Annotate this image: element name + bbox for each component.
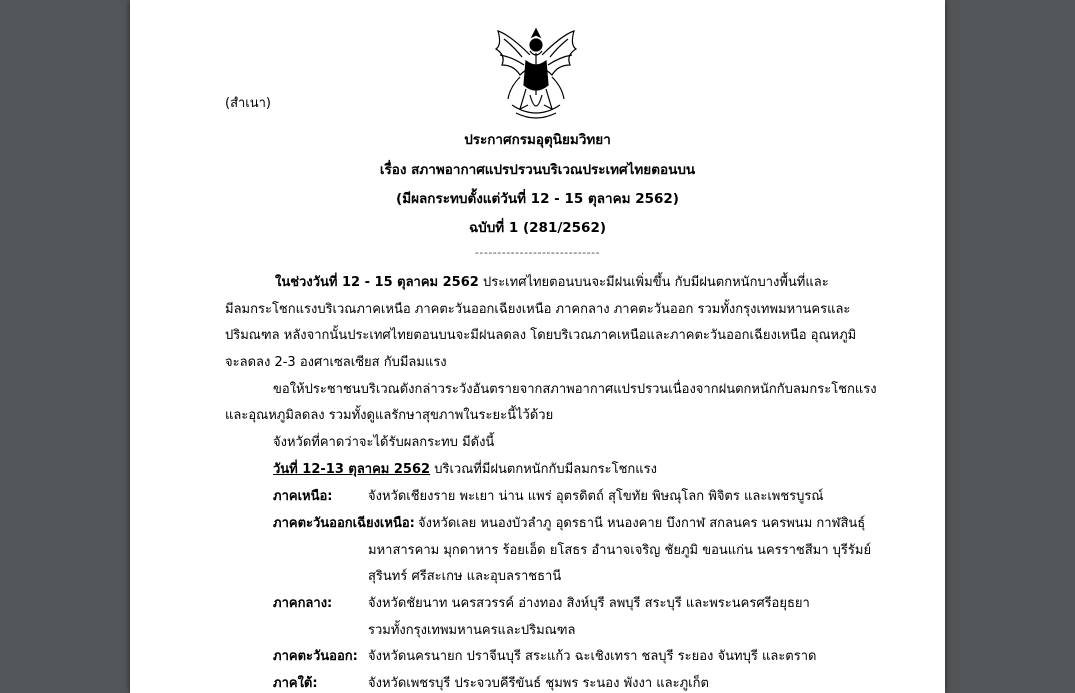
region-northeast-label: ภาคตะวันออกเฉียงเหนือ: (273, 516, 415, 531)
para2-line1: ขอให้ประชาชนบริเวณดังกล่าวระวังอันตรายจากสภาพอากาศแปรปรวนเนื่องจากฝนตกหนักกับลมกระโชกแรง (273, 382, 877, 397)
para1-line1-rest: ประเทศไทยตอนบนจะมีฝนเพิ่มขึ้น กับมีฝนตกหนักบางพื้นที่และ (478, 275, 829, 290)
region-north-label: ภาคเหนือ: (273, 489, 333, 504)
region-northeast-line3: สุรินทร์ ศรีสะเกษ และอุบลราชธานี (368, 569, 562, 584)
region-central-line1: จังหวัดชัยนาท นครสวรรค์ อ่างทอง สิงห์บุรี ลพบุรี สระบุรี และพระนครศรีอยุธยา (368, 596, 810, 611)
region-east-line1: จังหวัดนครนายก ปราจีนบุรี สระแก้ว ฉะเชิงเทรา ชลบุรี ระยอง จันทบุรี และตราด (368, 649, 817, 664)
day-heading (273, 458, 657, 479)
copy-label: (สำเนา) (225, 96, 272, 111)
region-south-line1: จังหวัดเพชรบุรี ประจวบคีรีขันธ์ ชุมพร ระนอง พังงา และภูเก็ต (368, 676, 709, 691)
announcement-title: ประกาศกรมอุตุนิยมวิทยา (464, 132, 611, 148)
para1-line2: มีลมกระโชกแรงบริเวณภาคเหนือ ภาคตะวันออกเฉียงเหนือ ภาคกลาง ภาคตะวันออก รวมทั้งกรุงเทพมหานครและ (225, 302, 851, 317)
region-central-line2: รวมทั้งกรุงเทพมหานครและปริมณฑล (368, 623, 576, 638)
issue-number: ฉบับที่ 1 (281/2562) (468, 220, 607, 236)
region-northeast-line2: มหาสารคาม มุกดาหาร ร้อยเอ็ด ยโสธร อำนาจเจริญ ชัยภูมิ ขอนแก่น นครราชสีมา บุรีรัมย์ (368, 543, 872, 558)
region-north-line1: จังหวัดเชียงราย พะเยา น่าน แพร่ อุตรดิตถ์ สุโขทัย พิษณุโลก พิจิตร และเพชรบูรณ์ (368, 489, 824, 504)
day-heading-date: วันที่ 12-13 ตุลาคม 2562 (273, 462, 431, 477)
para1-line1 (275, 271, 829, 292)
region-northeast-line1: จังหวัดเลย หนองบัวลำภู อุดรธานี หนองคาย บึงกาฬ สกลนคร นครพนม กาฬสินธุ์ (418, 516, 866, 531)
region-central-label: ภาคกลาง: (273, 596, 333, 611)
para1-line3: ปริมณฑล หลังจากนั้นประเทศไทยตอนบนจะมีฝนลดลง โดยบริเวณภาคเหนือและภาคตะวันออกเฉียงเหนือ อุณหภูมิ (225, 328, 857, 343)
divider-line: ---------------------------- (474, 246, 601, 259)
para1-lead: ในช่วงวันที่ 12 - 15 ตุลาคม 2562 (275, 275, 479, 290)
para1-line4: จะลดลง 2-3 องศาเซลเซียส กับมีลมแรง (225, 355, 447, 370)
announcement-subject: เรื่อง สภาพอากาศแปรปรวนบริเวณประเทศไทยตอนบน (379, 162, 696, 178)
provinces-intro: จังหวัดที่คาดว่าจะได้รับผลกระทบ มีดังนี้ (273, 435, 495, 450)
document-page (130, 0, 945, 693)
region-east-label: ภาคตะวันออก: (273, 649, 358, 664)
effective-period: (มีผลกระทบตั้งแต่วันที่ 12 - 15 ตุลาคม 2562) (396, 191, 679, 207)
day-heading-rest: บริเวณที่มีฝนตกหนักกับมีลมกระโชกแรง (430, 462, 657, 477)
para2-line2: และอุณหภูมิลดลง รวมทั้งดูแลรักษาสุขภาพในระยะนี้ไว้ด้วย (225, 408, 554, 423)
garuda-emblem-icon (490, 25, 582, 123)
region-south-label: ภาคใต้: (273, 676, 318, 691)
